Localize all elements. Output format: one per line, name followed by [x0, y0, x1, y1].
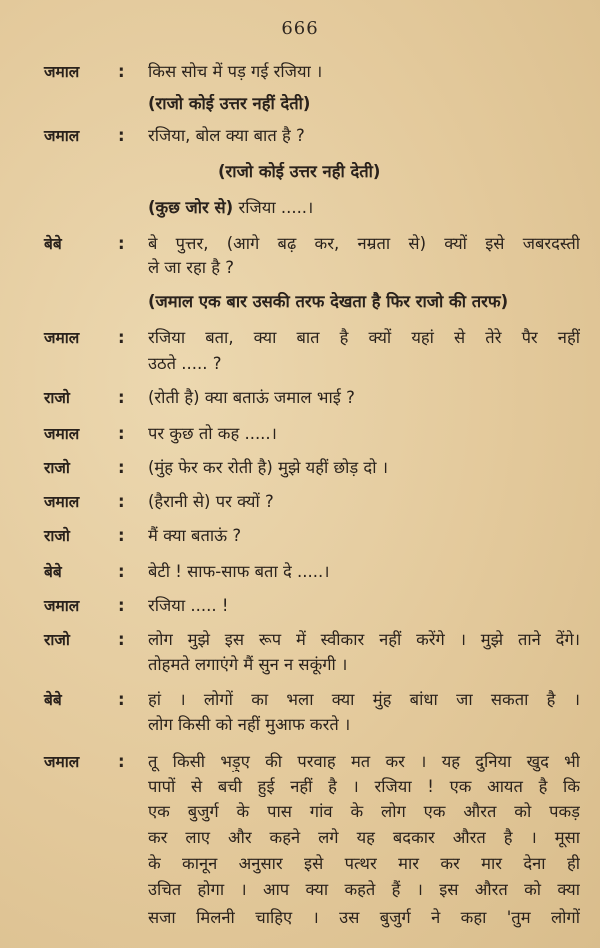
dialogue-text: हां । लोगों का भला क्या मुंह बांधा जा सकता है ।	[148, 690, 580, 709]
speaker-name: जमाल	[44, 127, 80, 145]
speaker-name: जमाल	[44, 597, 80, 615]
stage-text	[148, 198, 580, 218]
speaker-name: जमाल	[44, 63, 80, 81]
speaker-name: राजो	[44, 527, 70, 545]
speaker-colon: :	[118, 752, 125, 771]
speaker-name: राजो	[44, 459, 70, 477]
stage-text: (जमाल एक बार उसकी तरफ देखता है फिर राजो की तरफ)	[148, 292, 509, 311]
stage-text: (राजो कोई उत्तर नहीं देती)	[148, 94, 311, 113]
speaker-colon: :	[118, 234, 125, 253]
speaker-name: बेबे	[44, 691, 62, 709]
dialogue-text: लोग किसी को नहीं मुआफ करते ।	[148, 715, 351, 734]
speaker-colon: :	[118, 62, 125, 81]
dialogue-text: मैं क्या बताऊं ?	[148, 526, 242, 545]
dialogue-text: पापों से बची हुई नहीं है । रजिया ! एक आयत है कि	[148, 777, 580, 796]
speaker-colon: :	[118, 328, 125, 347]
dialogue-text: किस सोच में पड़ गई रजिया ।	[148, 62, 323, 81]
speaker-name: जमाल	[44, 753, 80, 771]
dialogue-text: (हैरानी से) पर क्यों ?	[148, 492, 274, 511]
speaker-name: बेबे	[44, 235, 62, 253]
speaker-colon: :	[118, 526, 125, 545]
speaker-name: जमाल	[44, 425, 80, 443]
speaker-colon: :	[118, 630, 125, 649]
dialogue-text: रजिया बता, क्या बात है क्यों यहां से तेरे पैर नहीं	[148, 328, 580, 347]
speaker-colon: :	[118, 424, 125, 443]
dialogue-text: रजिया ..... !	[148, 596, 229, 615]
speaker-colon: :	[118, 690, 125, 709]
speaker-colon: :	[118, 126, 125, 145]
dialogue-text: ले जा रहा है ?	[148, 258, 234, 277]
stage-text: (राजो कोई उत्तर नही देती)	[218, 162, 381, 181]
dialogue-text: कर लाए और कहने लगे यह बदकार औरत है । मूसा	[148, 828, 580, 847]
dialogue-text: सजा मिलनी चाहिए । उस बुजुर्ग ने कहा 'तुम लोगों	[148, 908, 580, 927]
dialogue-text: उचित होगा । आप क्या कहते हैं । इस औरत को क्या	[148, 880, 580, 899]
dialogue-text: (मुंह फेर कर रोती है) मुझे यहीं छोड़ दो ।	[148, 458, 388, 477]
speaker-name: राजो	[44, 631, 70, 649]
stage-normal-part: रजिया .....।	[233, 198, 314, 217]
speaker-colon: :	[118, 492, 125, 511]
dialogue-text: पर कुछ तो कह .....।	[148, 424, 277, 443]
speaker-colon: :	[118, 458, 125, 477]
dialogue-text: तू किसी भड़ुए की परवाह मत कर । यह दुनिया खुद भी	[148, 752, 580, 771]
speaker-colon: :	[118, 596, 125, 615]
dialogue-text: बे पुत्तर, (आगे बढ़ कर, नम्रता से) क्यों इसे जबरदस्ती	[148, 234, 580, 253]
dialogue-text: के कानून अनुसार इसे पत्थर मार कर मार देना ही	[148, 854, 580, 873]
dialogue-text: लोग मुझे इस रूप में स्वीकार नहीं करेंगे । मुझे ताने देंगे।	[148, 630, 580, 649]
stage-bold-part: (कुछ जोर से)	[148, 198, 234, 217]
speaker-name: बेबे	[44, 563, 62, 581]
dialogue-text: तोहमते लगाएंगे मैं सुन न सकूंगी ।	[148, 655, 348, 674]
dialogue-text: बेटी ! साफ-साफ बता दे .....।	[148, 562, 330, 581]
dialogue-text: उठते ..... ?	[148, 354, 222, 373]
page-number: 666	[281, 18, 319, 39]
speaker-name: राजो	[44, 389, 70, 407]
speaker-name: जमाल	[44, 329, 80, 347]
speaker-name: जमाल	[44, 493, 80, 511]
dialogue-text: (रोती है) क्या बताऊं जमाल भाई ?	[148, 388, 355, 407]
dialogue-text: रजिया, बोल क्या बात है ?	[148, 126, 305, 145]
dialogue-text: एक बुजुर्ग के पास गांव के लोग एक औरत को पकड़	[148, 802, 580, 821]
speaker-colon: :	[118, 562, 125, 581]
speaker-colon: :	[118, 388, 125, 407]
